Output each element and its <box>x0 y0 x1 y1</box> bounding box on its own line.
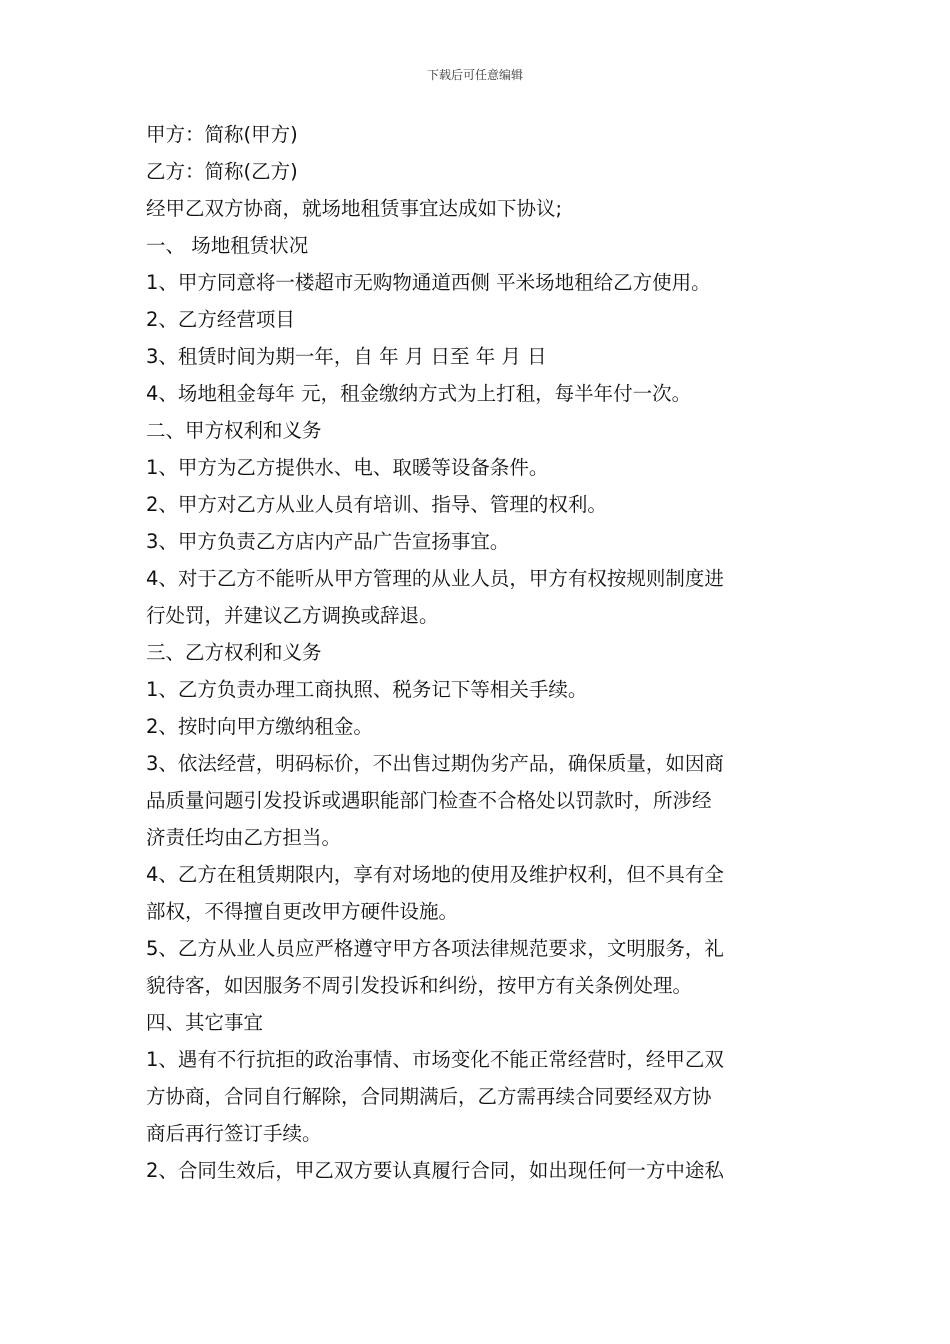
text-line: 1、甲方为乙方提供水、电、取暖等设备条件。 <box>146 456 549 479</box>
text-line: 5、乙方从业人员应严格遵守甲方各项法律规范要求，文明服务，礼 <box>146 937 724 960</box>
page-header: 下载后可任意编辑 <box>426 68 523 82</box>
text-line: 部权，不得擅自更改甲方硬件设施。 <box>146 900 459 923</box>
text-line: 经甲乙双方协商，就场地租赁事宜达成如下协议; <box>146 197 563 220</box>
contract-body <box>146 116 810 1189</box>
text-line: 4、场地租金每年 元，租金缴纳方式为上打租，每半年付一次。 <box>146 382 692 405</box>
text-line: 2、按时向甲方缴纳租金。 <box>146 715 373 738</box>
text-line: 4、乙方在租赁期限内，享有对场地的使用及维护权利，但不具有全 <box>146 863 724 886</box>
text-line: 貌待客，如因服务不周引发投诉和纠纷，按甲方有关条例处理。 <box>146 974 693 997</box>
text-line: 1、乙方负责办理工商执照、税务记下等相关手续。 <box>146 678 588 701</box>
text-line: 济责任均由乙方担当。 <box>146 826 342 849</box>
text-line: 四、其它事宜 <box>146 1011 264 1034</box>
text-line: 3、租赁时间为期一年，自 年 月 日至 年 月 日 <box>146 345 547 368</box>
text-line: 方协商，合同自行解除，合同期满后，乙方需再续合同要经双方协 <box>146 1085 712 1108</box>
text-line: 2、合同生效后，甲乙双方要认真履行合同，如出现任何一方中途私 <box>146 1159 724 1182</box>
text-line: 二、甲方权利和义务 <box>146 419 322 442</box>
text-line: 1、遇有不行抗拒的政治事情、市场变化不能正常经营时，经甲乙双 <box>146 1048 724 1071</box>
text-line: 甲方：简称(甲方) <box>146 123 298 146</box>
text-line: 三、乙方权利和义务 <box>146 641 322 664</box>
text-line: 3、甲方负责乙方店内产品广告宣扬事宜。 <box>146 530 510 553</box>
text-line: 4、对于乙方不能听从甲方管理的从业人员，甲方有权按规则制度进 <box>146 567 724 590</box>
text-line: 商后再行签订手续。 <box>146 1122 322 1145</box>
text-line: 一、 场地租赁状况 <box>146 234 309 257</box>
text-line: 2、乙方经营项目 <box>146 308 295 331</box>
text-line: 乙方：简称(乙方) <box>146 160 298 183</box>
text-line: 3、依法经营，明码标价，不出售过期伪劣产品，确保质量，如因商 <box>146 752 724 775</box>
text-line: 2、甲方对乙方从业人员有培训、指导、管理的权利。 <box>146 493 607 516</box>
text-line: 1、甲方同意将一楼超市无购物通道西侧 平米场地租给乙方使用。 <box>146 271 711 294</box>
text-line: 品质量问题引发投诉或遇职能部门检查不合格处以罚款时，所涉经 <box>146 789 712 812</box>
text-line: 行处罚，并建议乙方调换或辞退。 <box>146 604 439 627</box>
